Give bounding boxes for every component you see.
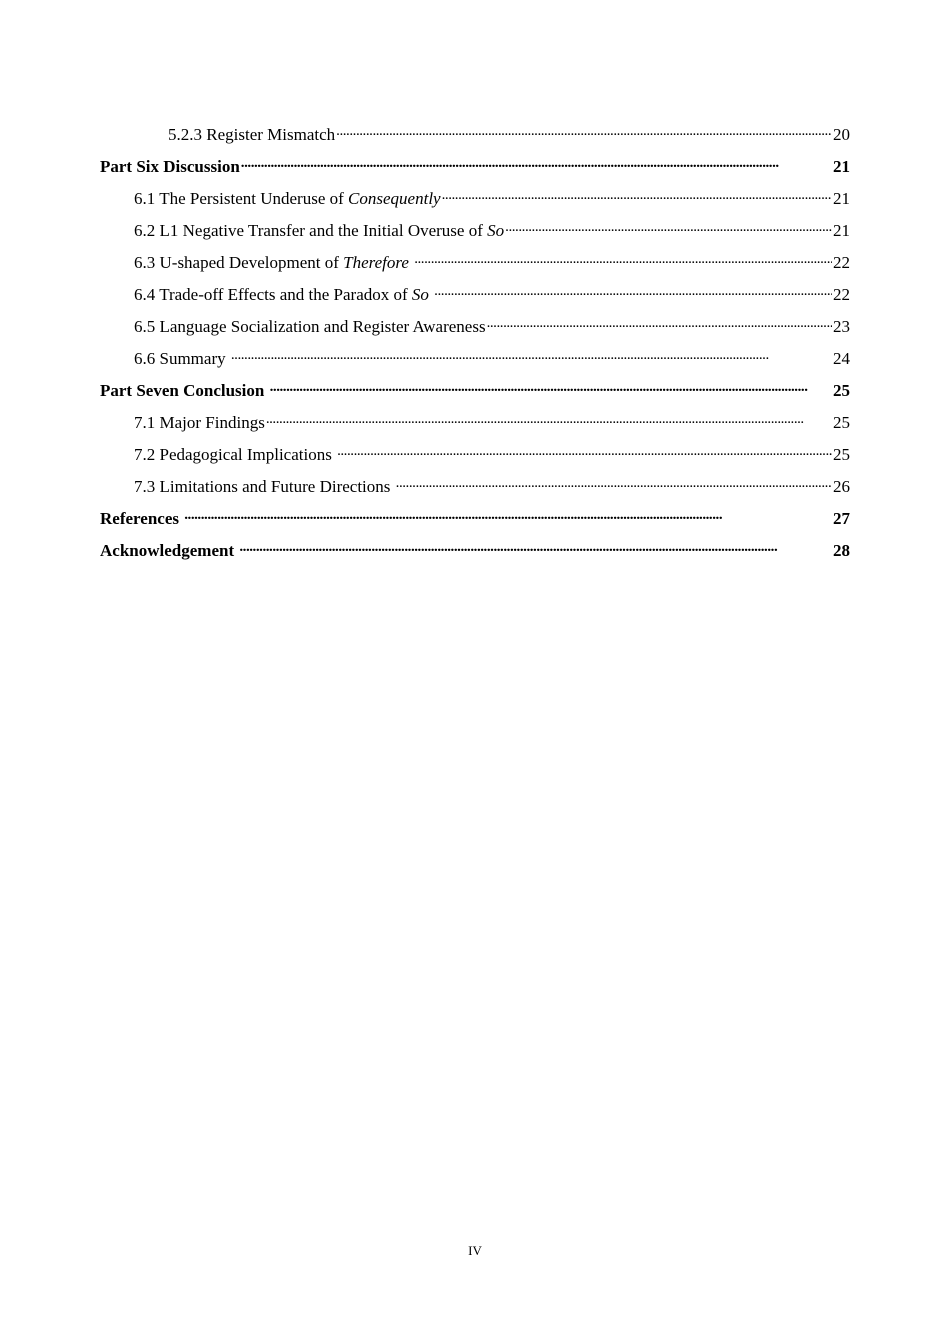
toc-entry-title-suffix [409,253,413,272]
toc-entry-page: 24 [833,349,850,368]
toc-entry-title [134,474,395,500]
toc-dot-leader [505,222,832,236]
toc-dot-leader [434,286,832,300]
toc-entry[interactable] [100,378,850,410]
toc-entry-title [134,282,433,308]
toc-entry-title-text: 6.1 The Persistent Underuse of [134,189,349,208]
toc-entry-title-suffix [234,541,238,560]
toc-dot-leader [231,350,832,364]
table-of-contents [100,122,850,570]
toc-entry-page: 22 [833,285,850,304]
page-number: IV [468,1243,482,1258]
toc-entry-title-text: 6.3 U-shaped Development of [134,253,344,272]
toc-entry-title-text: Acknowledgement [100,541,235,560]
toc-dot-leader [396,478,832,492]
toc-entry[interactable] [100,250,850,282]
toc-entry-title-suffix [390,477,394,496]
toc-entry-title [134,442,336,468]
toc-entry-title [100,506,183,532]
toc-entry-title [134,218,504,244]
toc-entry-title [134,410,265,436]
toc-entry-title [100,378,269,404]
toc-entry[interactable] [100,346,850,378]
toc-entry-page: 28 [833,541,850,560]
toc-entry[interactable] [100,506,850,538]
toc-entry-page: 22 [833,253,850,272]
toc-entry-page: 21 [833,189,850,208]
toc-entry-title-text: 5.2.3 Register Mismatch [168,125,336,144]
toc-entry[interactable] [100,186,850,218]
toc-entry[interactable] [100,314,850,346]
toc-entry-page: 20 [833,125,850,144]
toc-dot-leader [414,254,832,268]
toc-entry-title [168,122,335,148]
toc-entry-page: 25 [833,445,850,464]
toc-entry-title-text: Part Seven Conclusion [100,381,265,400]
toc-entry[interactable] [100,442,850,474]
toc-entry-title-italic: Therefore [343,253,409,272]
toc-entry-title-italic: So [487,221,505,240]
toc-dot-leader [487,318,832,332]
toc-entry-page: 27 [833,509,850,528]
toc-entry-title-text: References [100,509,179,528]
toc-entry-title-italic: Consequently [348,189,441,208]
toc-entry-title-text: 7.2 Pedagogical Implications [134,445,332,464]
toc-entry-title-text: 7.3 Limitations and Future Directions [134,477,391,496]
toc-entry-title [134,186,441,212]
toc-entry-title-suffix [429,285,433,304]
toc-entry[interactable] [100,218,850,250]
toc-dot-leader [336,126,832,140]
toc-entry-title-text: 6.6 Summary [134,349,226,368]
toc-dot-leader [270,382,832,396]
toc-entry[interactable] [100,410,850,442]
toc-dot-leader [184,510,832,524]
toc-entry-title-italic: So [411,285,429,304]
toc-entry[interactable] [100,154,850,186]
toc-entry-title-suffix [226,349,230,368]
toc-dot-leader [337,446,832,460]
toc-entry-page: 21 [833,221,850,240]
toc-entry-title-text: 6.4 Trade-off Effects and the Paradox of [134,285,412,304]
toc-entry-title [134,250,413,276]
toc-entry[interactable] [100,122,850,154]
toc-entry-title-text: Part Six Discussion [100,157,240,176]
toc-entry[interactable] [100,282,850,314]
toc-entry-title [134,346,230,372]
toc-entry-title-text: 7.1 Major Findings [134,413,265,432]
toc-dot-leader [442,190,832,204]
toc-dot-leader [241,158,832,172]
toc-entry-page: 25 [833,413,850,432]
toc-entry-title [134,314,486,340]
toc-entry-title-suffix [264,381,268,400]
toc-entry-title-text: 6.2 L1 Negative Transfer and the Initial Overuse of [134,221,488,240]
toc-entry[interactable] [100,538,850,570]
toc-entry-title-text: 6.5 Language Socialization and Register Awareness [134,317,486,336]
toc-entry-page: 23 [833,317,850,336]
toc-entry[interactable] [100,474,850,506]
toc-entry-page: 21 [833,157,850,176]
toc-entry-title-suffix [179,509,183,528]
toc-dot-leader [266,414,832,428]
toc-dot-leader [239,542,832,556]
toc-entry-page: 26 [833,477,850,496]
toc-entry-title-suffix [332,445,336,464]
toc-entry-title [100,154,240,180]
toc-entry-title [100,538,238,564]
toc-entry-page: 25 [833,381,850,400]
